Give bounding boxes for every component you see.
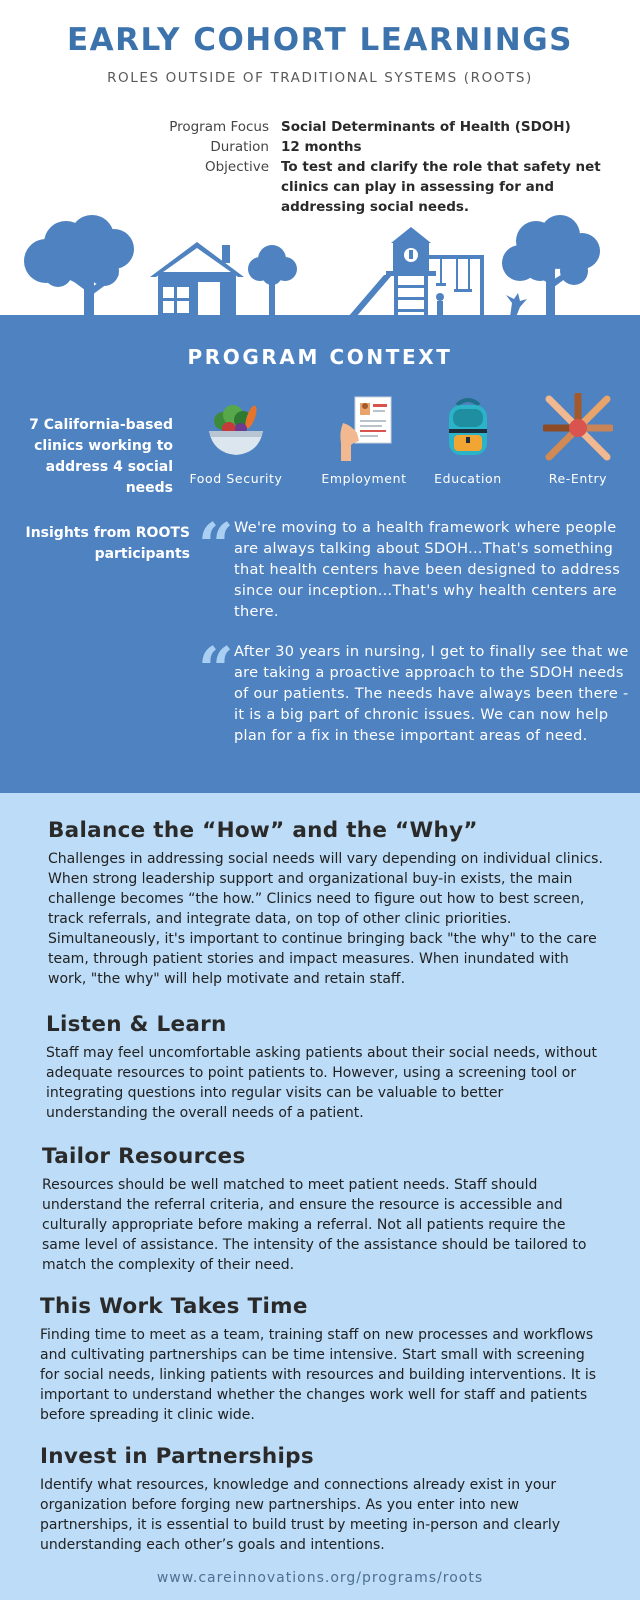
- quote-2: [198, 633, 634, 747]
- section-balance: [48, 818, 603, 989]
- section-invest-partnerships: [40, 1444, 600, 1555]
- section-body: Finding time to meet as a team, training staff on new processes and workflows and cultivating partnerships can be time intensive. Start small with screening for social needs, linking patients with resources and building interventions. It is important to understand whether the changes work well for staff and patients before spreading it clinic wide.: [40, 1327, 597, 1423]
- section-body: Staff may feel uncomfortable asking patients about their social needs, without adequate resources to point patients to. However, using a screening tool or integrating questions into regular visits can be valuable to better understanding the overall needs of a patient.: [46, 1045, 598, 1121]
- quote-text: We're moving to a health framework where people are always talking about SDOH...That's something that health centers have been designed to address since our inception...That's why health centers are there.: [234, 520, 621, 620]
- backpack-icon: [433, 393, 503, 463]
- tree-icon: [24, 215, 134, 317]
- need-re-entry: [528, 393, 628, 486]
- footer-url[interactable]: www.careinnovations.org/programs/roots: [156, 1570, 484, 1586]
- info-value: Social Determinants of Health (SDOH): [281, 119, 571, 135]
- need-label: Education: [434, 471, 502, 486]
- program-context-title: PROGRAM CONTEXT: [187, 345, 453, 369]
- playground-icon: [348, 227, 527, 317]
- section-body: Resources should be well matched to meet patient needs. Staff should understand the referral criteria, and ensure the resource is accessible and culturally appropriate before making a referral. Not all patients require the same level of assistance. The intensity of the assistance should be tailored to match the complexity of their need.: [42, 1177, 587, 1273]
- quote-text: After 30 years in nursing, I get to finally see that we are taking a proactive approach to the SDOH needs of our patients. The needs have always been there - it is a big part of chronic issues. We can now help plan for a fix in these important areas of need.: [234, 644, 629, 744]
- community-scene-illustration: [0, 215, 640, 317]
- program-info: [150, 117, 630, 217]
- section-title: Listen & Learn: [46, 1012, 227, 1037]
- info-value: To test and clarify the role that safety net clinics can play in assessing for and addressing social needs.: [281, 159, 601, 215]
- quote-1: [198, 509, 634, 623]
- section-work-takes-time: [40, 1294, 600, 1425]
- need-employment: [314, 393, 414, 486]
- header-panel: [0, 0, 640, 316]
- need-education: [418, 393, 518, 486]
- need-label: Re-Entry: [548, 471, 608, 486]
- info-row-focus: [150, 117, 630, 137]
- info-value: 12 months: [281, 139, 362, 155]
- quote-mark-icon: “: [198, 509, 228, 582]
- food-bowl-icon: [201, 393, 271, 463]
- page-subtitle: ROLES OUTSIDE OF TRADITIONAL SYSTEMS (ROOTS): [107, 70, 533, 86]
- need-label: Food Security: [189, 471, 283, 486]
- section-tailor-resources: [42, 1144, 597, 1275]
- section-title: Tailor Resources: [42, 1144, 246, 1169]
- joined-hands-icon: [543, 393, 613, 463]
- section-body: Challenges in addressing social needs will vary depending on individual clinics. When strong leadership support and organizational buy-in exists, the main challenge becomes “the how.” Clinics need to figure out how to best screen, track referrals, and integrate data, on top of other clinic priorities. Simultaneously, it's important to continue bringing back "the why" to the care team, through patient stories and impact measures. When inundated with work, "the why" will help motivate and retain staff.: [48, 851, 603, 987]
- section-body: Identify what resources, knowledge and connections already exist in your organization before forging new partnerships. As you enter into new partnerships, it is essential to build trust by meeting in-person and clearly understanding each other’s goals and intentions.: [40, 1477, 561, 1553]
- page-title: EARLY COHORT LEARNINGS: [66, 22, 573, 58]
- need-food-security: [186, 393, 286, 486]
- insights-label: Insights from ROOTS participants: [25, 525, 190, 562]
- info-row-duration: [150, 137, 630, 157]
- small-tree-icon: [248, 245, 297, 317]
- section-listen-learn: [46, 1012, 601, 1123]
- info-key: Objective: [204, 159, 269, 175]
- info-key: Program Focus: [169, 119, 269, 135]
- quote-mark-icon: “: [198, 633, 228, 706]
- resume-icon: [329, 393, 399, 463]
- info-key: Duration: [210, 139, 269, 155]
- section-title: This Work Takes Time: [40, 1294, 308, 1319]
- section-title: Balance the “How” and the “Why”: [48, 818, 478, 843]
- program-context-panel: [0, 315, 640, 793]
- section-title: Invest in Partnerships: [40, 1444, 314, 1469]
- need-label: Employment: [321, 471, 407, 486]
- info-row-objective: [150, 157, 630, 217]
- clinics-summary: 7 California-based clinics working to address 4 social needs: [29, 417, 173, 496]
